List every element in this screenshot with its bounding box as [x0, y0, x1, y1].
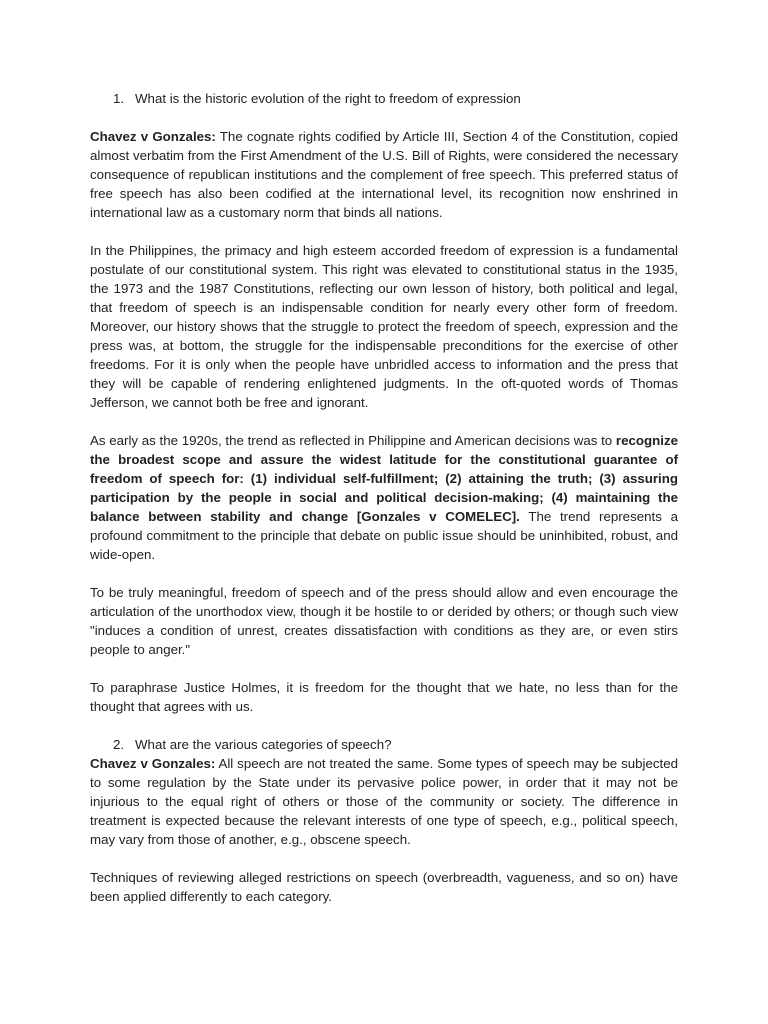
document-page [90, 89, 678, 906]
spacer [90, 716, 678, 735]
paragraph-holmes [90, 678, 678, 716]
spacer [90, 659, 678, 678]
spacer [90, 222, 678, 241]
paragraph-text: To paraphrase Justice Holmes, it is freedom for the thought that we hate, no less than for the thought that agrees with us. [90, 680, 678, 714]
paragraph-text: To be truly meaningful, freedom of speech and of the press should allow and even encourage the articulation of the unorthodox view, though it be hostile to or derided by others; or though such view "induces a condition of unrest, creates dissatisfaction with conditions as they are, or even stirs people to anger." [90, 585, 678, 657]
question-2-number: 2. [113, 737, 125, 752]
paragraph-chavez-2 [90, 754, 678, 849]
paragraph-1920s-trend [90, 431, 678, 564]
paragraph-techniques [90, 868, 678, 906]
paragraph-bold-text: recognize the broadest scope and assure the widest latitude for the constitutional guarantee of freedom of speech for: (1) individual self-fulfillment; (2) attaining the truth; (3) assuring participation by the people in social and political decision-making; (4) maintaining the balance between stability and change [Gonzales v COMELEC]. [90, 433, 678, 524]
spacer [90, 108, 678, 127]
paragraph-intro: As early as the 1920s, the trend as reflected in Philippine and American decisions was to [90, 433, 616, 448]
question-2 [90, 735, 678, 754]
case-name: Chavez v Gonzales: [90, 756, 216, 771]
case-name: Chavez v Gonzales: [90, 129, 216, 144]
paragraph-text: The cognate rights codified by Article III, Section 4 of the Constitution, copied almost verbatim from the First Amendment of the U.S. Bill of Rights, were considered the necessary consequence of republican institutions and the complement of free speech. This preferred status of free speech has also been codified at the international level, its recognition now enshrined in international law as a customary norm that binds all nations. [90, 129, 678, 220]
paragraph-text: All speech are not treated the same. Some types of speech may be subjected to some regulation by the State under its pervasive police power, in order that it may not be injurious to the equal right of others or those of the community or society. The difference in treatment is expected because the relevant interests of one type of speech, e.g., political speech, may vary from those of another, e.g., obscene speech. [90, 756, 679, 847]
question-2-text: What are the various categories of speech? [135, 737, 392, 752]
paragraph-philippines [90, 241, 678, 412]
spacer [90, 564, 678, 583]
paragraph-text: In the Philippines, the primacy and high esteem accorded freedom of expression is a fundamental postulate of our constitutional system. This right was elevated to constitutional status in the 1935, the 1973 and the 1987 Constitutions, reflecting our own lesson of history, both political and legal, that freedom of speech is an indispensable condition for nearly every other form of freedom. Moreover, our history shows that the struggle to protect the freedom of speech, expression and the press was, at bottom, the struggle for the indispensable preconditions for the exercise of other freedoms. For it is only when the people have unbridled access to information and the press that they will be capable of rendering enlightened judgments. In the oft-quoted words of Thomas Jefferson, we cannot both be free and ignorant. [90, 243, 678, 410]
question-1-text: What is the historic evolution of the right to freedom of expression [135, 91, 521, 106]
paragraph-text: The trend represents a profound commitment to the principle that debate on public issue should be uninhibited, robust, and wide-open. [90, 509, 678, 562]
question-1 [90, 89, 678, 108]
paragraph-chavez-1 [90, 127, 678, 222]
question-1-number: 1. [113, 91, 125, 106]
spacer [90, 849, 678, 868]
paragraph-text: Techniques of reviewing alleged restrictions on speech (overbreadth, vagueness, and so on) have been applied differently to each category. [90, 870, 678, 904]
spacer [90, 412, 678, 431]
paragraph-meaningful [90, 583, 678, 659]
